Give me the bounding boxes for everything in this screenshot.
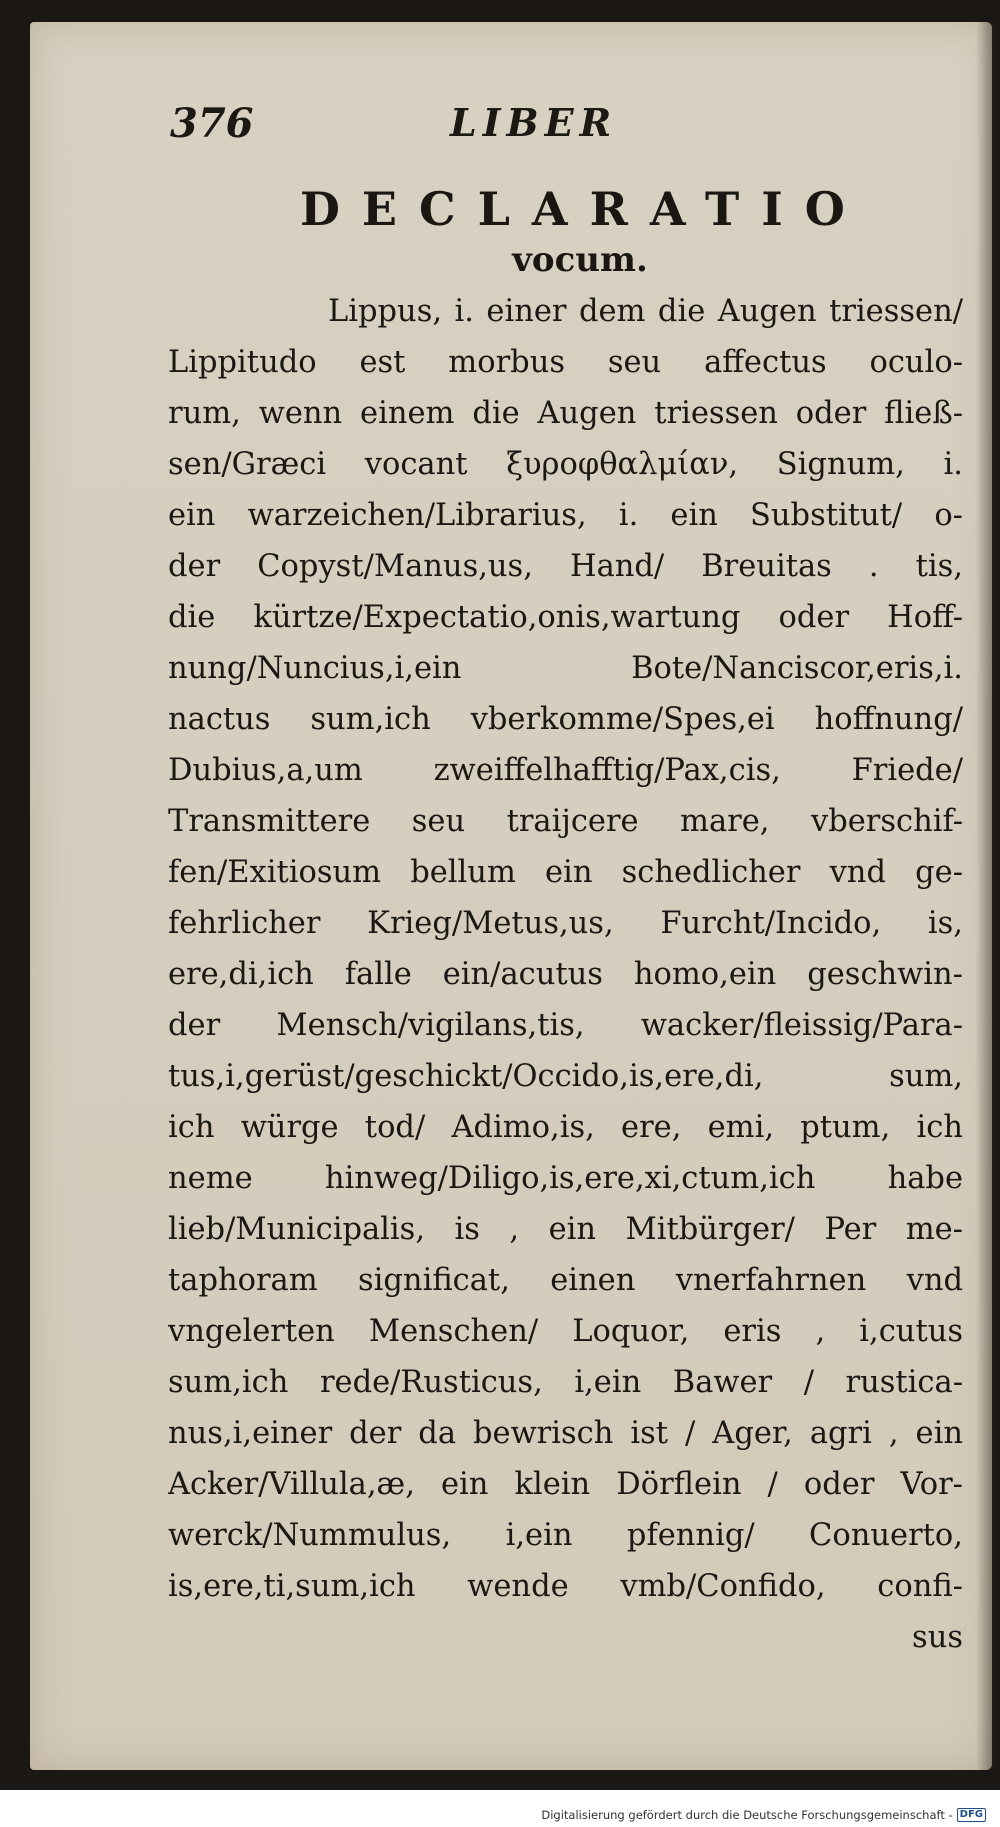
text-line: is,ere,ti,sum,ich wende vmb/Confido, confi-: [168, 1569, 963, 1604]
text-line: ein warzeichen/Librarius, i. ein Substitut/ o-: [168, 498, 963, 533]
body-text: [168, 286, 963, 1663]
text-line: ich würge tod/ Adimo,is, ere, emi, ptum, ich: [168, 1110, 963, 1145]
text-line: fen/Exitiosum bellum ein schedlicher vnd ge-: [168, 855, 963, 890]
text-line: nus,i,einer der da bewrisch ist / Ager, agri , ein: [168, 1416, 963, 1451]
text-line: taphoram significat, einen vnerfahrnen vnd: [168, 1263, 963, 1298]
text-line: lieb/Municipalis, is , ein Mitbürger/ Per me-: [168, 1212, 963, 1247]
text-line: sen/Græci vocant ξυροφθαλμίαν, Signum, i.: [168, 447, 963, 482]
page-spine-shadow: [976, 22, 996, 1770]
text-line: fehrlicher Krieg/Metus,us, Furcht/Incido, is,: [168, 906, 963, 941]
text-line: Lippus, i. einer dem die Augen triessen/: [328, 294, 963, 329]
credit-text: Digitalisierung gefördert durch die Deutsche Forschungsgemeinschaft -: [541, 1808, 953, 1822]
section-title: DECLARATIO: [300, 182, 867, 236]
catchword: sus: [912, 1620, 963, 1655]
text-line: der Mensch/vigilans,tis, wacker/fleissig/Para-: [168, 1008, 963, 1043]
text-line: rum, wenn einem die Augen triessen oder fließ-: [168, 396, 963, 431]
text-line: werck/Nummulus, i,ein pfennig/ Conuerto,: [168, 1518, 963, 1553]
text-line: tus,i,gerüst/geschickt/Occido,is,ere,di, sum,: [168, 1059, 963, 1094]
text-line: Transmittere seu traijcere mare, vberschif-: [168, 804, 963, 839]
text-line: neme hinweg/Diligo,is,ere,xi,ctum,ich habe: [168, 1161, 963, 1196]
running-head: LIBER: [450, 100, 618, 145]
page-number: 376: [170, 100, 254, 147]
digitization-credit: [541, 1808, 986, 1822]
text-line: sum,ich rede/Rusticus, i,ein Bawer / rustica-: [168, 1365, 963, 1400]
text-line: nactus sum,ich vberkomme/Spes,ei hoffnung/: [168, 702, 963, 737]
page-header: [170, 100, 910, 160]
section-subtitle: vocum.: [512, 240, 648, 280]
text-line: vngelerten Menschen/ Loquor, eris , i,cutus: [168, 1314, 963, 1349]
text-line: nung/Nuncius,i,ein Bote/Nanciscor,eris,i.: [168, 651, 963, 686]
text-line: Dubius,a,um zweiffelhafftig/Pax,cis, Friede/: [168, 753, 963, 788]
text-line: Acker/Villula,æ, ein klein Dörflein / oder Vor-: [168, 1467, 963, 1502]
text-line: Lippitudo est morbus seu affectus oculo-: [168, 345, 963, 380]
text-line: die kürtze/Expectatio,onis,wartung oder Hoff-: [168, 600, 963, 635]
text-line: ere,di,ich falle ein/acutus homo,ein geschwin-: [168, 957, 963, 992]
dfg-logo-icon: DFG: [957, 1808, 986, 1822]
text-line: der Copyst/Manus,us, Hand/ Breuitas . tis,: [168, 549, 963, 584]
